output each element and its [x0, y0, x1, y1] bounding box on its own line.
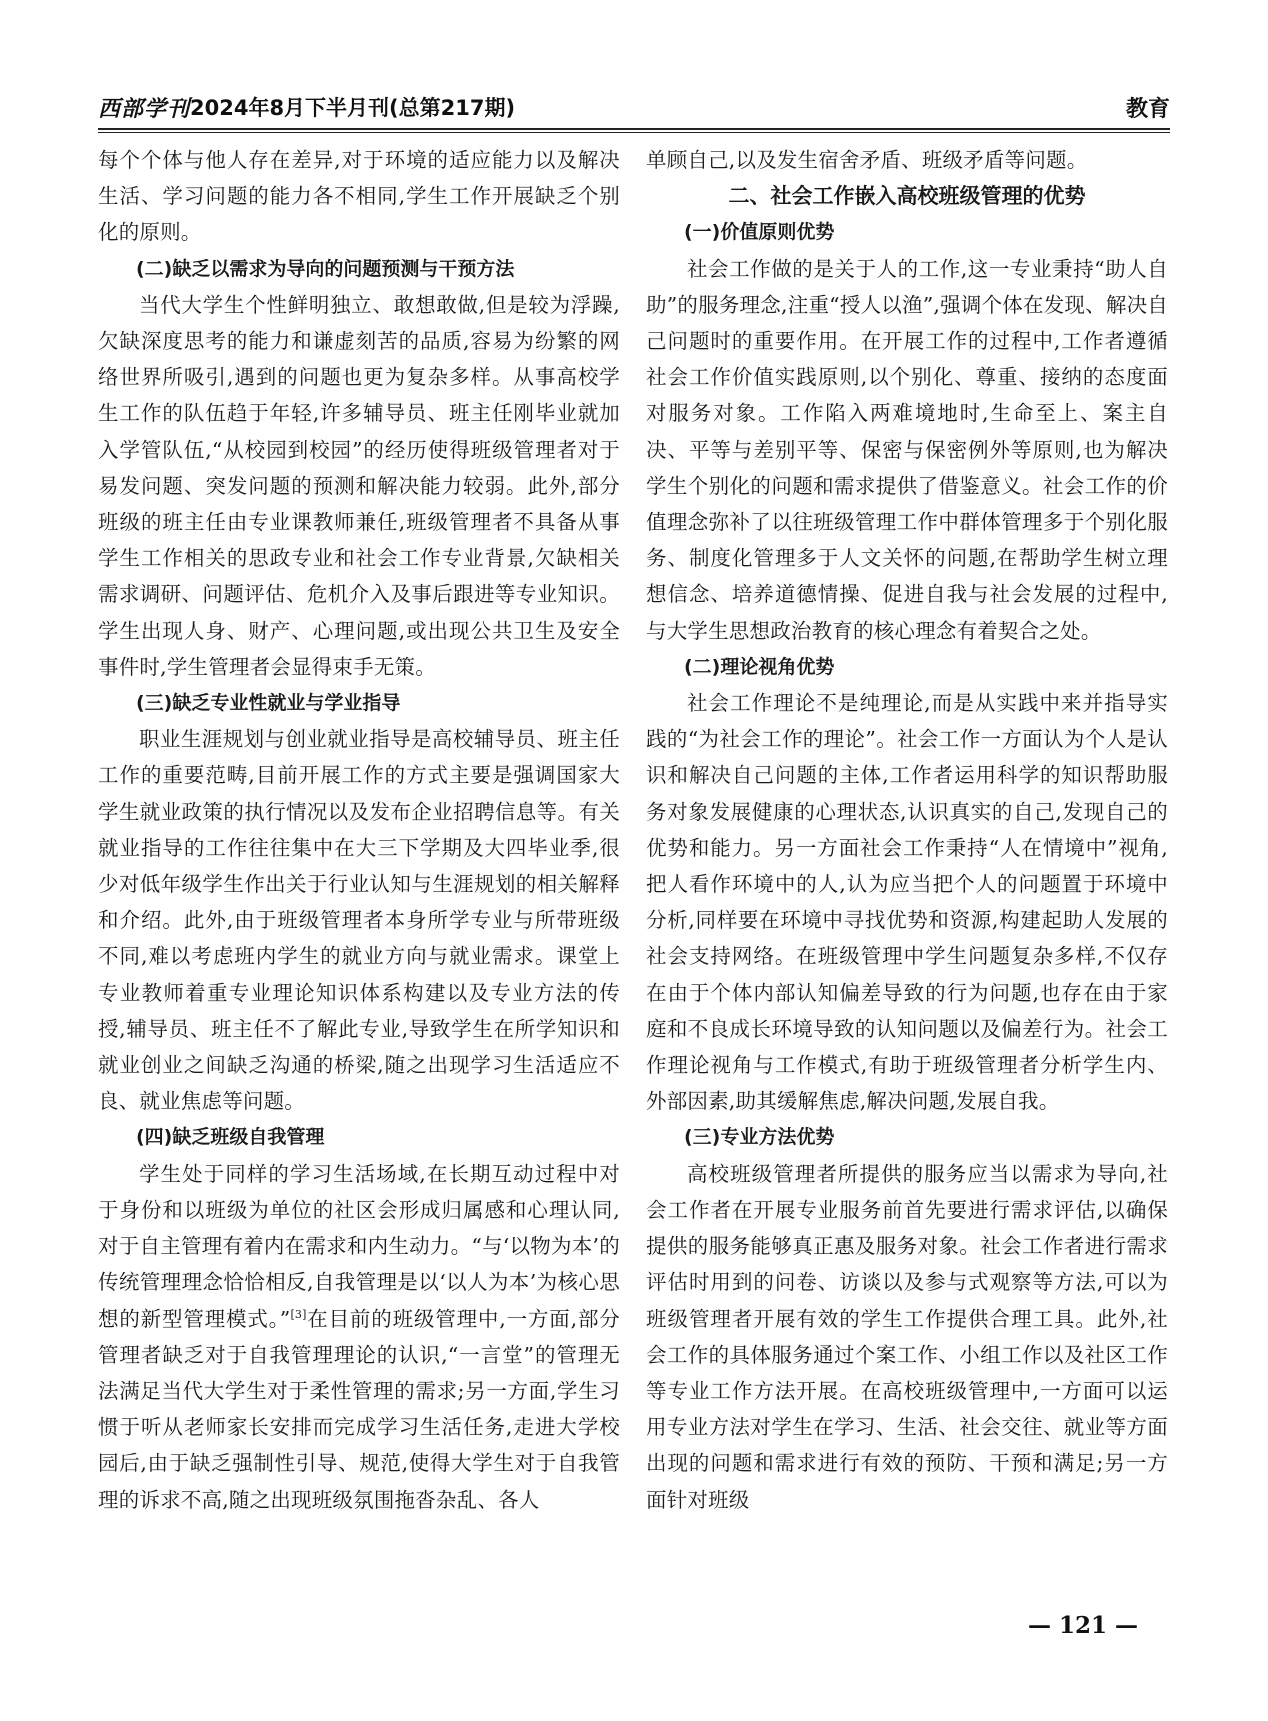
paragraph: 高校班级管理者所提供的服务应当以需求为导向,社会工作者在开展专业服务前首先要进行需求评估,以确保提供的服务能够真正惠及服务对象。社会工作者进行需求评估时用到的问卷、访谈以及参与式观察等方法,可以为班级管理者开展有效的学生工作提供合理工具。此外,社会工作的具体服务通过个案工作、小组工作以及社区工作等专业工作方法开展。在高校班级管理中,一方面可以运用专业方法对学生在学习、生活、社会交往、就业等方面出现的问题和需求进行有效的预防、干预和满足;另一方面针对班级: [646, 1161, 1168, 1512]
journal-logo: 西部学刊: [98, 96, 191, 122]
section-heading: 二、社会工作嵌入高校班级管理的优势: [728, 184, 1086, 209]
paragraph-text: 学生处于同样的学习生活场域,在长期互动过程中对于身份和以班级为单位的社区会形成归属感和心理认同,对于自主管理有着内在需求和内生动力。“与‘以物为本’的传统管理理念恰恰相反,自我管理是以‘以人为本’为核心思想的新型管理模式。”: [98, 1161, 620, 1331]
citation-marker: [3]: [290, 1307, 307, 1321]
paragraph: 职业生涯规划与创业就业指导是高校辅导员、班主任工作的重要范畴,目前开展工作的方式主要是强调国家大学生就业政策的执行情况以及发布企业招聘信息等。有关就业指导的工作往往集中在大三下学期及大四毕业季,很少对低年级学生作出关于行业认知与生涯规划的相关解释和介绍。此外,由于班级管理者本身所学专业与所带班级不同,难以考虑班内学生的就业方向与就业需求。课堂上专业教师着重专业理论知识体系构建以及专业方法的传授,辅导员、班主任不了解此专业,导致学生在所学知识和就业创业之间缺乏沟通的桥梁,随之出现学习生活适应不良、就业焦虑等问题。: [98, 727, 620, 1114]
subheading-3: (三)缺乏专业性就业与学业指导: [136, 692, 401, 715]
page-number: — 121 —: [1028, 1612, 1139, 1639]
issue-info: 2024年8月下半月刊(总第217期): [190, 96, 516, 120]
paragraph: 社会工作做的是关于人的工作,这一专业秉持“助人自助”的服务理念,注重“授人以渔”,强调个体在发现、解决自己问题时的重要作用。在开展工作的过程中,工作者遵循社会工作价值实践原则,以个别化、尊重、接纳的态度面对服务对象。工作陷入两难境地时,生命至上、案主自决、平等与差别平等、保密与保密例外等原则,也为解决学生个别化的问题和需求提供了借鉴意义。社会工作的价值理念弥补了以往班级管理工作中群体管理多于个别化服务、制度化管理多于人文关怀的问题,在帮助学生树立理想信念、培养道德情操、促进自我与社会发展的过程中,与大学生思想政治教育的核心理念有着契合之处。: [646, 256, 1168, 643]
paragraph-continued: 单顾自己,以及发生宿舍矛盾、班级矛盾等问题。: [646, 148, 1088, 172]
subheading-2: (二)理论视角优势: [684, 655, 835, 678]
paragraph: 当代大学生个性鲜明独立、敢想敢做,但是较为浮躁,欠缺深度思考的能力和谦虚刻苦的品质,容易为纷繁的网络世界所吸引,遇到的问题也更为复杂多样。从事高校学生工作的队伍趋于年轻,许多辅导员、班主任刚毕业就加入学管队伍,“从校园到校园”的经历使得班级管理者对于易发问题、突发问题的预测和解决能力较弱。此外,部分班级的班主任由专业课教师兼任,班级管理者不具备从事学生工作相关的思政专业和社会工作专业背景,欠缺相关需求调研、问题评估、危机介入及事后跟进等专业知识。学生出现人身、财产、心理问题,或出现公共卫生及安全事件时,学生管理者会显得束手无策。: [98, 292, 620, 679]
subheading-4: (四)缺乏班级自我管理: [136, 1126, 325, 1149]
section-label: 教育: [1125, 97, 1170, 122]
right-column: [646, 142, 1168, 1518]
subheading-3: (三)专业方法优势: [684, 1126, 835, 1149]
paragraph: 社会工作理论不是纯理论,而是从实践中来并指导实践的“为社会工作的理论”。社会工作一方面认为个人是认识和解决自己问题的主体,工作者运用科学的知识帮助服务对象发展健康的心理状态,认识真实的自己,发现自己的优势和能力。另一方面社会工作秉持“人在情境中”视角,把人看作环境中的人,认为应当把个人的问题置于环境中分析,同样要在环境中寻找优势和资源,构建起助人发展的社会支持网络。在班级管理中学生问题复杂多样,不仅存在由于个体内部认知偏差导致的行为问题,也存在由于家庭和不良成长环境导致的认知问题以及偏差行为。社会工作理论视角与工作模式,有助于班级管理者分析学生内、外部因素,助其缓解焦虑,解决问题,发展自我。: [646, 691, 1168, 1114]
header-rule: [98, 128, 1170, 133]
subheading-1: (一)价值原则优势: [684, 221, 835, 244]
paragraph-text: 在目前的班级管理中,一方面,部分管理者缺乏对于自我管理理论的认识,“一言堂”的管理无法满足当代大学生对于柔性管理的需求;另一方面,学生习惯于听从老师家长安排而完成学习生活任务,走进大学校园后,由于缺乏强制性引导、规范,使得大学生对于自我管理的诉求不高,随之出现班级氛围拖沓杂乱、各人: [98, 1306, 620, 1512]
paragraph-continued: 每个个体与他人存在差异,对于环境的适应能力以及解决生活、学习问题的能力各不相同,学生工作开展缺乏个别化的原则。: [98, 148, 620, 245]
paragraph: [98, 1156, 620, 1518]
subheading-2: (二)缺乏以需求为导向的问题预测与干预方法: [136, 257, 515, 280]
left-column: [98, 142, 620, 1518]
page-header: [98, 86, 1170, 136]
